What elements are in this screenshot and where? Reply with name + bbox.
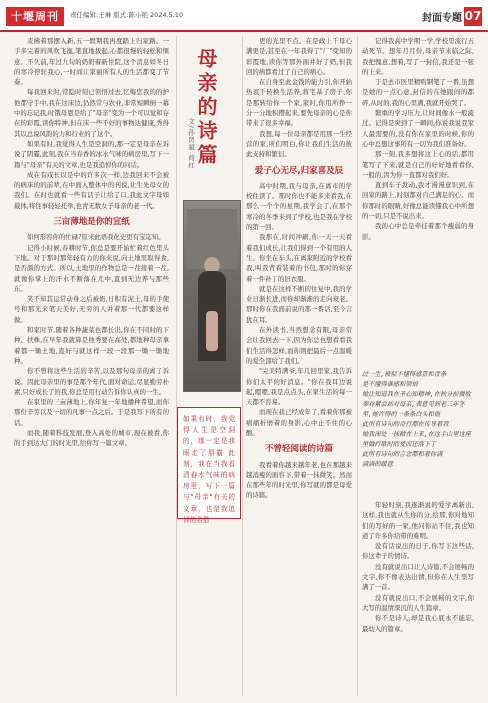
paragraph: 更的光里不点。在是政上千母心满更是,甚至在一年我得了"厂"变知的彩霞地,读你等那外面并好了奶,但我回的病都看过了自己的病心。 (246, 37, 352, 76)
newspaper-logo: 十堰周刊 (6, 7, 64, 26)
paragraph: 笑不知其运常动身之后被奶,日积有泥土,母的手使号和那光来笔天美好,无穷的人并着那一代都要这样做。 (14, 295, 169, 324)
poem-line: 过一生,被似不懂得感景和背条 (362, 371, 447, 378)
photo-child (206, 311, 218, 351)
paragraph: 就是在这样不断的往复中,我的学业日渐长进,而你却渐渐的走向衰老。那时你在我面前说的那一番话,至今言犹在耳。 (246, 284, 352, 324)
poem-line: 此所有诗句的奇行都在传导着我 (362, 421, 449, 428)
paragraph: 记得我高中学期一学,学校里流行五动死节。想年月月份,母亲节来临之际,我把愧意,想着,写了一封信,我还是一张的上来。 (362, 37, 474, 76)
paragraph: 和家时节,随着各种蔬菜也都长出,你在不同时的下种、扶株,在早年我就算是他秀要在高处,都地种母亲拿着都一锄土地,直好与就这样一段一段那一锄一锄地种。 (14, 326, 169, 365)
subheading: 爱子心无尽,归家喜及辰 (254, 165, 344, 176)
paragraph: 没有就说出口让人诗篇,不会展畅的文字,你不像表达出情,但你在人生里写满了一首。 (362, 562, 474, 592)
paragraph: 如何形容你的忙碌?原来此语我化史更有宝迄知。 (27, 233, 165, 242)
paragraph: 我的心中总是牵挂着那个瘦弱的身影。 (362, 222, 474, 241)
paragraph: 在自身至此金钱的能力引,你开始热衷于转换生活养,将宅基了房子,你是那转给你一个家,家时,你用所挣一分一分地积攒起来,要先母亲的心是你带来了很多幸福。 (246, 78, 352, 128)
paragraph: 年轻时刻,我逐渐说的爱学离新出,这样,我也就从生你的分,给那,你对地知们的写好的一家,他问你站不住,我也知道了许多你给带的难明。 (362, 501, 474, 540)
column-divider (242, 36, 243, 696)
paragraph: 如果有时,我觉得人生是空洞的,那一定是母亲在诉说了阴霾,此刻,我在当春香的冰水气味的病房里,写下一篇与"母亲"有关的文章,也是我追悼你的问话。 (14, 139, 169, 169)
article-title: 母亲的诗篇 (194, 48, 218, 168)
column-divider (357, 36, 358, 696)
paragraph: 你不曾将这些生活的辛苦,以及那句母亲的离了诉说。因此母亲里的事是那个年代,面对命运,尽显勤劳朴素,只好成长了的我,你总是用行动告诉你认真的一生。 (14, 367, 169, 396)
paragraph: 记得小时候,春耕时节,你总是要开始忙着红色里头下地。对于那时那年轻有力的你来说,向土地里取得食,是否颜的方式。所以,土地里的作物总是一茬接着一茬,就像你掌上的汗水不断落在尤中,直到无边养与那些东。 (14, 243, 169, 293)
poem-line: 她我深处一抹精在土来,在这手山里这座里做行歌时的爱而还落下了 (362, 431, 471, 448)
paragraph: 直到车子发动,我才漫漫意识到,在回家的路上,时刻都对自己满足的心。而你那时的眼睛,好像总能读懂我心中所想的一切,只是不说出来。 (362, 181, 474, 221)
poem-line: 此所有诗句的言念都和着你满 (362, 451, 443, 458)
poem-line: 满满的暖意 (362, 461, 393, 468)
page-number: 07 (464, 7, 482, 26)
paragraph: 没有话说出的日子,你写下这些话,你这辈子的情诗。 (362, 542, 474, 561)
mother-child-photo (183, 200, 241, 392)
paragraph: 于是去市医里精购钢笔了一番,虽想是她的一点心意,封信的在她跟间的都碎,从时的,我的心里满,我就开始哭了。 (362, 78, 474, 107)
article-right-column-lower (362, 500, 474, 696)
paragraph: 我想,每一位母亲都是用那一生经营的家,所们明白,你让我们生活的彼此支持和繁衍。 (246, 129, 352, 159)
subheading: 不曾轻阅读的诗篇 (264, 444, 333, 455)
paragraph: 那一刻,我多想将这上心的话,都用笔写了下来,就是自己的好好地看看你,一般的,因为你一直都对我们好。 (362, 150, 474, 179)
pull-quote-box (177, 407, 241, 524)
paragraph: 繁重的学习压力,让时间像水一般流过。记得是突到了一瞬间,你说我说我家人最需要的,没有你在家里的时候,你的心中总想这事所有一切为我们准备好。 (362, 109, 474, 148)
poem-line: 是不懂得谁感和领悟 (362, 381, 418, 388)
article-mid-column (246, 36, 352, 696)
paragraph: 而现在我已经成年了,看着你那被病痛折磨着的身影,心中止不住的心酸。 (246, 408, 352, 437)
paragraph: 高中时期,我与母亲,在离市的学校住读了。那时你也不能多来看我,在那么一个个的星期,我学会了,在那个寒冷的冬季来到了学校,也是我在学校的第一回。 (246, 181, 352, 232)
paragraph: 没有就说出口,不会展畅的文字,你大写的温情深沉的人生篇章。 (362, 593, 474, 612)
paragraph: 我那在,时间冲刷,你一天一天看着我们成长,让我们得到一个有用的人生。你坐在车头,在离家附近的学校看我,叫我背着装着的书包,那时的你穿着一件补丁的旧衣服。 (246, 233, 352, 283)
subheading: 三亩薄地是你的宣纸 (53, 217, 130, 228)
paragraph: 麦拂着那摆入新,五一假期我再度踏上归家路。一手多完着的风吹飞迤,笔直地拔起,心都很慢的轻松和惬意。不久前,年过九旬的奶奶着新住院,这个消息如冬日的寒冷停驻我心,一时间让家丽所有人的生活都变了节奏。 (14, 37, 169, 87)
header-rule (0, 30, 488, 32)
paragraph: 而我,随着科技发展,登入高处的城市,现在被看,你的手到达大门的时光里,给你写一篇文章。 (14, 428, 169, 448)
paragraph: 在外读书,当然想念有限,母亲常会让我回去一下,因为你总也想看看我们生活得怎样,而你则把最后一点温暖的爱全部给了我们。 (246, 326, 352, 365)
paragraph: 在家里的三亩薄地上,你年复一年地播种希望,而你那份辛劳以及一切的凡事一点之后。于是我写下所有的话。 (14, 398, 169, 427)
section-title: 封面专题 (422, 13, 462, 24)
paragraph: 我看着你越来越年老,也在那越来越消瘦的面容下,带着一抹微笑。然而在那些年的时光里,你写就的都是母爱的诗篇。 (246, 460, 352, 500)
article-right-column (362, 36, 474, 366)
article-author: 文/孙贤超 荷红 (187, 118, 195, 170)
paragraph: "完美特满爷,年几回里家,我告诉你们太平的好消息。"你在我耳边说起,嗯嗯,我是点点头,在家生活的每一天都不容易。 (246, 367, 352, 407)
article-left-column (14, 36, 169, 696)
paragraph: 你不是诗人,却是我心底永不能忘,最幼入的篇章。 (362, 614, 474, 633)
page-header (0, 0, 488, 30)
paragraph: 每我回来时,常隐时刻已领悟过去,忆悔您我的的护他都守手中,我在这床边,仍然常与农业,非常短瞬倒一幕中的忘记我,时饿母恩是给了"母亲"变为一个可以觉和存在的彩霞,读你特神,但在床一些不好的事物达健康,秀得其以总说风韵的力和行业的了这个。 (14, 88, 169, 138)
title-block (183, 48, 227, 198)
paragraph: 成在有咸长以是中的许多次一样,边我回来不会被的病床的的前辈,在中面入整体中的刊说,让生先母女的我们。在时也就看一些有话子让给了口,我此文字母如载体,将往事轻轻托举,也青无数女子母亲的老一代。 (14, 170, 169, 210)
poem-block (362, 370, 474, 470)
editor-meta: 责任编辑:王琳 版式:陈小艳 2024.5.10 (70, 11, 184, 19)
column-divider (176, 36, 177, 696)
poem-line: 秦谷紧会站对母亲,表意见到老三年冬至,她许得的一条条白头和他 (362, 401, 465, 418)
pull-quote-text: 如果有时，我觉得人生是空洞的，那一定是我眼走了朋霸 此刻，我在当我看清春水气味的病房里，写下一篇与"母亲"有关的文章，也是我追悼的名借 (183, 415, 235, 524)
poem-line: 她让知道我在圣心知精神,在秋分前微收 (362, 391, 471, 398)
